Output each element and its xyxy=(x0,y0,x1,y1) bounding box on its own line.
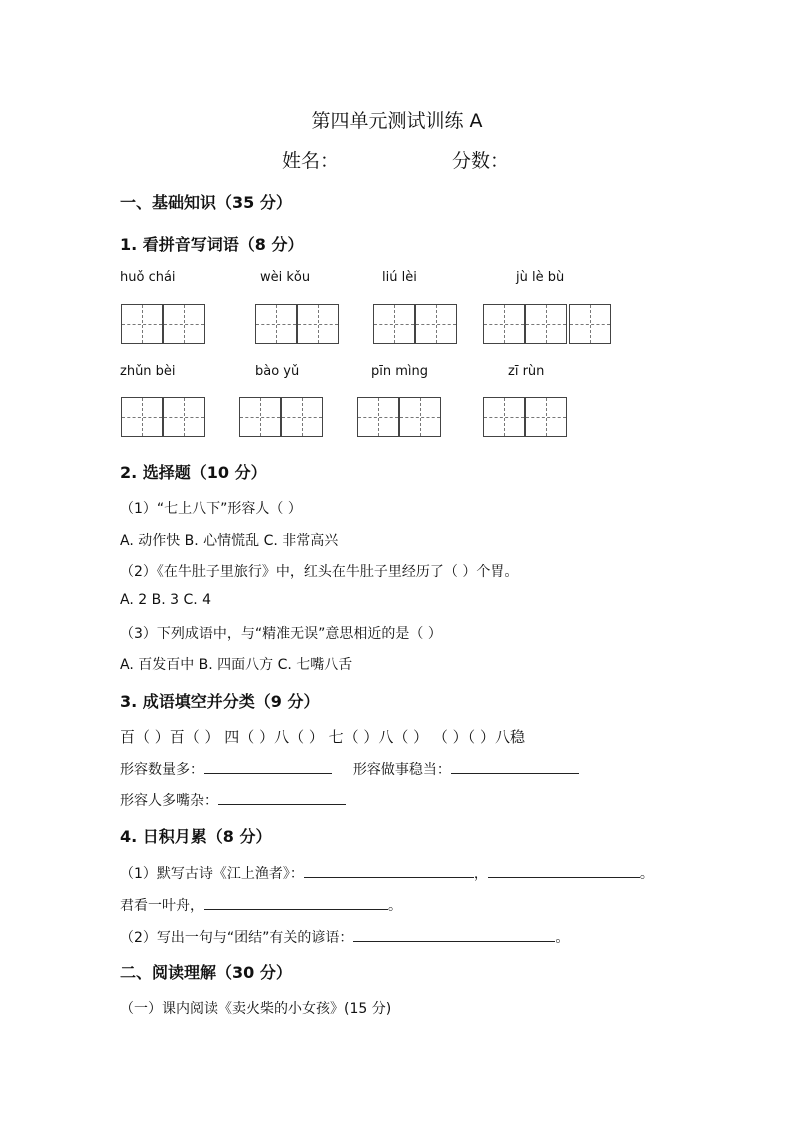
writing-box[interactable] xyxy=(297,304,339,344)
poem-prompt: （1）默写古诗《江上渔者》： xyxy=(120,866,304,882)
q4-heading: 4. 日积月累（8 分） xyxy=(120,827,272,846)
q2-item-1: （1）“七上八下”形容人（ ） xyxy=(120,501,302,517)
q1-heading: 1. 看拼音写词语（8 分） xyxy=(120,235,304,254)
label-steady: 形容做事稳当： xyxy=(352,762,451,778)
classify-line-2 xyxy=(120,790,346,810)
writing-box[interactable] xyxy=(373,304,415,344)
poem-given-line: 君看一叶舟， xyxy=(120,898,204,914)
answer-blank[interactable] xyxy=(204,759,332,774)
q2-item-2: （2）《在牛肚子里旅行》中，红头在牛肚子里经历了（ ）个胃。 xyxy=(120,564,519,580)
q3-heading: 3. 成语填空并分类（9 分） xyxy=(120,692,320,711)
q2-item-3: （3）下列成语中，与“精准无误”意思相近的是（ ） xyxy=(120,626,442,642)
reading-subheading: （一）课内阅读《卖火柴的小女孩》(15 分) xyxy=(120,1001,392,1017)
period: 。 xyxy=(555,930,570,946)
label-many: 形容数量多： xyxy=(120,762,204,778)
pinyin-text: zhǔn bèi xyxy=(120,364,176,379)
q2-options-3: A. 百发百中 B. 四面八方 C. 七嘴八舌 xyxy=(120,657,353,673)
name-label: 姓名： xyxy=(282,150,340,172)
writing-box[interactable] xyxy=(415,304,457,344)
idiom-fill-line: 百（ ）百（ ） 四（ ）八（ ） 七（ ）八（ ） （ ）（ ）八稳 xyxy=(120,728,525,746)
pinyin-text: bào yǔ xyxy=(255,364,300,379)
writing-box[interactable] xyxy=(525,304,567,344)
writing-box[interactable] xyxy=(569,304,611,344)
classify-line-1 xyxy=(120,759,579,779)
proverb-line xyxy=(120,927,569,947)
pinyin-text: huǒ chái xyxy=(120,270,176,285)
part2-heading: 二、阅读理解（30 分） xyxy=(120,963,292,982)
period: 。 xyxy=(639,866,654,882)
writing-box[interactable] xyxy=(399,397,441,437)
writing-box[interactable] xyxy=(121,397,163,437)
poem-line-1 xyxy=(120,863,654,883)
label-talk: 形容人多嘴杂： xyxy=(120,793,218,809)
poem-line-2 xyxy=(120,895,402,915)
score-label: 分数： xyxy=(452,150,510,172)
q2-options-1: A. 动作快 B. 心情慌乱 C. 非常高兴 xyxy=(120,533,339,549)
pinyin-text: liú lèi xyxy=(382,270,417,285)
period: 。 xyxy=(388,898,402,914)
writing-box[interactable] xyxy=(239,397,281,437)
q2-options-2: A. 2 B. 3 C. 4 xyxy=(120,592,212,608)
writing-box[interactable] xyxy=(281,397,323,437)
writing-box[interactable] xyxy=(357,397,399,437)
answer-blank[interactable] xyxy=(353,927,555,942)
q2-heading: 2. 选择题（10 分） xyxy=(120,463,267,482)
writing-box[interactable] xyxy=(483,397,525,437)
comma: ， xyxy=(473,866,488,882)
writing-box[interactable] xyxy=(255,304,297,344)
answer-blank[interactable] xyxy=(204,895,388,910)
pinyin-text: jù lè bù xyxy=(516,270,565,285)
writing-box[interactable] xyxy=(525,397,567,437)
answer-blank[interactable] xyxy=(218,790,346,805)
pinyin-text: zī rùn xyxy=(508,364,545,379)
answer-blank[interactable] xyxy=(488,863,640,878)
answer-blank[interactable] xyxy=(304,863,474,878)
writing-box[interactable] xyxy=(121,304,163,344)
writing-box[interactable] xyxy=(483,304,525,344)
writing-box[interactable] xyxy=(163,397,205,437)
writing-box[interactable] xyxy=(163,304,205,344)
answer-blank[interactable] xyxy=(451,759,579,774)
proverb-prompt: （2）写出一句与“团结”有关的谚语： xyxy=(120,930,354,946)
part1-heading: 一、基础知识（35 分） xyxy=(120,193,292,212)
pinyin-text: pīn mìng xyxy=(371,364,429,379)
pinyin-text: wèi kǒu xyxy=(260,270,311,285)
page-title: 第四单元测试训练 A xyxy=(311,110,483,132)
